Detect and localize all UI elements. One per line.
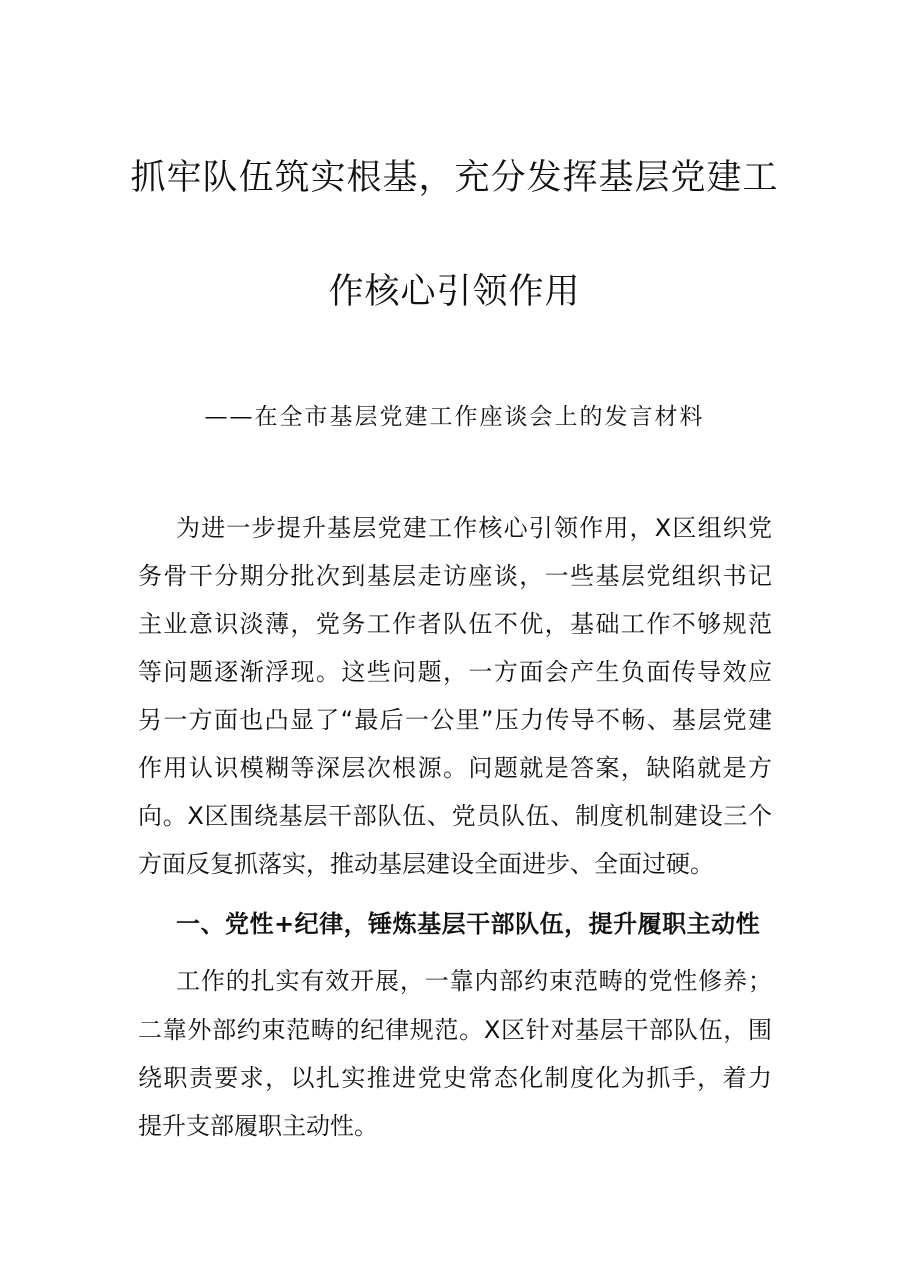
section-heading: 一、党性+纪律，锤炼基层干部队伍，提升履职主动性 xyxy=(176,910,761,938)
paragraph-line: 二靠外部约束范畴的纪律规范。X区针对基层干部队伍，围 xyxy=(138,1016,772,1044)
paragraph-line: 为进一步提升基层党建工作核心引领作用，X区组织党 xyxy=(176,514,772,542)
paragraph-line: 另一方面也凸显了“最后一公里”压力传导不畅、基层党建 xyxy=(138,706,772,734)
paragraph-line: 工作的扎实有效开展，一靠内部约束范畴的党性修养； xyxy=(176,967,772,995)
paragraph-line: 向。X区围绕基层干部队伍、党员队伍、制度机制建设三个 xyxy=(138,802,772,830)
document-title-line-1: 抓牢队伍筑实根基，充分发挥基层党建工 xyxy=(130,158,779,198)
document-title-line-2: 作核心引领作用 xyxy=(328,272,581,312)
paragraph-line: 主业意识淡薄，党务工作者队伍不优，基础工作不够规范 xyxy=(138,610,772,638)
document-subtitle: ——在全市基层党建工作座谈会上的发言材料 xyxy=(204,404,705,430)
paragraph-line: 绕职责要求，以扎实推进党史常态化制度化为抓手，着力 xyxy=(138,1064,772,1092)
paragraph-line: 方面反复抓落实，推动基层建设全面进步、全面过硬。 xyxy=(138,850,714,878)
paragraph-line: 等问题逐渐浮现。这些问题，一方面会产生负面传导效应 xyxy=(138,658,772,686)
paragraph-line: 务骨干分期分批次到基层走访座谈，一些基层党组织书记 xyxy=(138,562,772,590)
paragraph-line: 提升支部履职主动性。 xyxy=(138,1112,378,1140)
paragraph-line: 作用认识模糊等深层次根源。问题就是答案，缺陷就是方 xyxy=(138,754,772,782)
